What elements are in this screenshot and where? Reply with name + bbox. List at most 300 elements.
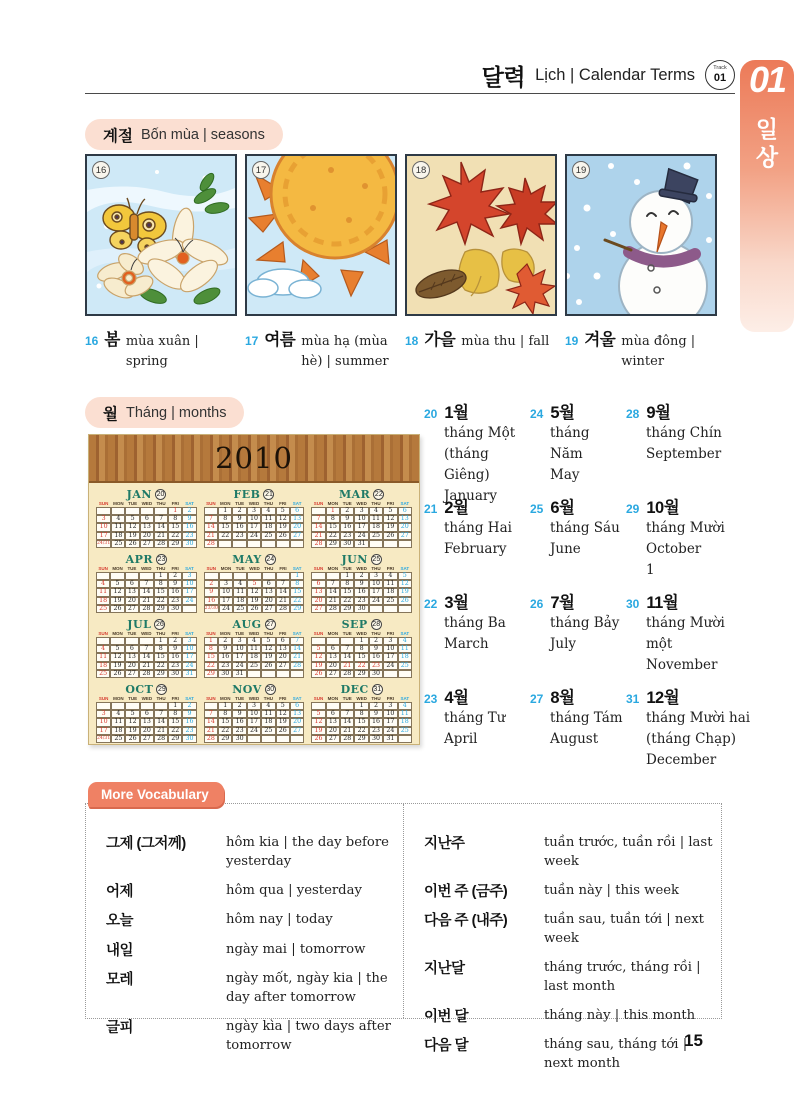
day-cell: 12	[261, 645, 275, 653]
day-cell: 18	[261, 523, 275, 531]
day-header: FRI	[279, 501, 287, 506]
day-cell	[369, 605, 383, 613]
day-cell: 28	[311, 540, 325, 548]
day-cell: 15	[168, 718, 182, 726]
vocab-row	[106, 880, 395, 901]
day-cell: 6	[262, 580, 276, 588]
month-entry	[424, 494, 530, 589]
month-grid	[204, 566, 305, 613]
day-cell	[290, 540, 304, 548]
day-cell: 3	[383, 637, 397, 645]
month-entry-head	[424, 399, 530, 423]
caption-summer	[245, 326, 405, 371]
day-cell: 21	[340, 727, 354, 735]
vocab-row	[424, 832, 713, 871]
day-cell: 9	[168, 645, 182, 653]
month-entry-column-1	[424, 399, 530, 779]
day-header: TUE	[235, 501, 245, 506]
day-cell: 24	[182, 597, 196, 605]
day-cell	[204, 507, 218, 515]
month-number-badge: 20	[156, 490, 165, 498]
day-cell: 19	[276, 523, 290, 531]
day-cell: 3	[232, 637, 246, 645]
entry-korean: 7월	[550, 594, 575, 612]
day-cell: 17	[383, 718, 397, 726]
day-cell: 20	[276, 653, 290, 661]
vocab-definition: hôm kia | the day before yesterday	[226, 835, 389, 870]
day-cell: 13	[398, 515, 412, 523]
caption-definition: mùa đông | winter	[621, 334, 696, 369]
entry-definition-line: tháng Một	[444, 425, 516, 441]
vocab-definition: tuần sau, tuần tới | next week	[544, 912, 704, 947]
month-entry-head	[626, 684, 759, 708]
day-cell: 22	[290, 597, 304, 605]
month-number-badge: 29	[157, 685, 166, 693]
day-cell: 15	[340, 588, 354, 596]
entry-definition-line: (tháng Chạp)	[646, 730, 737, 747]
spring-illustration	[85, 154, 237, 316]
day-cell	[276, 735, 290, 743]
day-cell: 29	[354, 735, 368, 743]
day-cell	[96, 507, 111, 515]
month-grid	[96, 566, 197, 613]
day-cell: 24	[383, 662, 397, 670]
entry-definition-line: April	[444, 730, 478, 747]
day-cell: 3	[369, 572, 383, 580]
day-cell: 30	[232, 735, 246, 743]
day-cell: 19	[247, 597, 261, 605]
day-cell: 22	[154, 662, 168, 670]
day-cell: 26	[276, 727, 290, 735]
day-cell: 22	[326, 532, 340, 540]
day-cell: 21	[204, 727, 218, 735]
day-cell: 6	[398, 507, 412, 515]
vocab-term: 모레	[106, 972, 134, 989]
day-cell: 24	[247, 727, 261, 735]
day-cell: 27	[262, 605, 276, 613]
day-cell: 8	[168, 515, 182, 523]
day-cell	[276, 540, 290, 548]
day-cell: 2	[369, 637, 383, 645]
entry-korean: 4월	[444, 689, 469, 707]
day-cell: 8	[290, 580, 304, 588]
entry-number: 31	[626, 692, 640, 706]
day-cell: 22	[218, 532, 232, 540]
months-heading-korean: 월	[103, 405, 118, 423]
day-cell: 16	[204, 597, 219, 605]
day-cell: 5	[383, 507, 397, 515]
day-cell: 19	[276, 718, 290, 726]
day-header: WED	[141, 631, 152, 636]
day-cell: 24	[219, 605, 233, 613]
day-cell: 11	[261, 710, 275, 718]
calendar-month-may	[204, 552, 305, 614]
day-cell: 22	[340, 597, 354, 605]
day-cell: 21	[204, 532, 218, 540]
day-cell: 13	[311, 588, 325, 596]
chapter-number: 01	[748, 59, 786, 100]
day-header: TUE	[342, 566, 352, 571]
vocab-term: 오늘	[106, 913, 134, 930]
day-cell: 23	[182, 727, 196, 735]
day-header: TUE	[235, 696, 245, 701]
calendar-wood-band	[89, 435, 419, 483]
day-cell: 24	[354, 532, 368, 540]
day-cell: 25	[233, 605, 247, 613]
day-cell: 13	[290, 710, 304, 718]
day-cell: 16	[168, 588, 182, 596]
day-cell: 20	[140, 727, 154, 735]
day-cell: 20	[262, 597, 276, 605]
fall-illustration	[405, 154, 557, 316]
day-cell: 4	[111, 710, 125, 718]
day-cell: 13	[326, 718, 340, 726]
day-cell: 27	[140, 540, 154, 548]
day-cell: 31	[383, 735, 397, 743]
day-cell: 16	[369, 653, 383, 661]
day-cell: 5	[398, 572, 412, 580]
entry-definition-line: August	[550, 730, 599, 747]
day-cell: 2	[182, 507, 196, 515]
day-header: SUN	[206, 566, 217, 571]
day-cell	[290, 735, 304, 743]
day-cell	[247, 735, 261, 743]
day-cell: 20	[326, 727, 340, 735]
calendar-month-jan	[96, 487, 197, 549]
day-cell: 6	[125, 580, 139, 588]
month-grid	[96, 501, 197, 548]
day-cell	[383, 670, 397, 678]
day-cell: 21	[290, 653, 304, 661]
day-cell: 22	[168, 727, 182, 735]
month-entry	[530, 399, 626, 494]
day-cell	[326, 702, 340, 710]
day-cell: 14	[326, 588, 340, 596]
month-grid	[204, 501, 305, 548]
day-cell: 9	[218, 645, 232, 653]
entry-definition-line: (tháng Giêng)	[444, 445, 490, 483]
day-cell: 23	[340, 532, 354, 540]
day-cell: 2	[168, 572, 182, 580]
day-cell: 10	[96, 523, 111, 531]
day-cell: 16	[232, 718, 246, 726]
day-cell	[96, 702, 111, 710]
day-cell: 4	[398, 637, 412, 645]
day-cell: 12	[276, 710, 290, 718]
day-cell: 10	[182, 645, 196, 653]
day-cell: 1	[354, 637, 368, 645]
spring-flowers-butterfly-icon	[87, 156, 235, 314]
day-cell: 11	[111, 523, 125, 531]
day-cell	[311, 637, 325, 645]
month-entry	[626, 494, 759, 589]
day-cell	[232, 540, 246, 548]
entry-definition-line: 1	[646, 561, 655, 578]
seasons-section-heading	[85, 119, 283, 150]
day-cell: 15	[218, 718, 232, 726]
page-title-korean: 달력	[481, 63, 526, 90]
day-cell: 6	[290, 507, 304, 515]
day-cell: 7	[340, 645, 354, 653]
month-number-badge: 21	[265, 490, 273, 498]
day-cell	[139, 572, 153, 580]
caption-spring	[85, 326, 245, 371]
month-entry-head	[424, 684, 530, 708]
day-cell: 14	[154, 523, 168, 531]
day-cell: 26	[276, 532, 290, 540]
month-title	[311, 617, 412, 631]
vocab-definition: tháng này | this month	[544, 1007, 696, 1023]
day-cell: 6	[311, 580, 325, 588]
day-header: SAT	[185, 696, 194, 701]
day-cell	[398, 605, 412, 613]
day-header: SUN	[313, 566, 324, 571]
month-entry	[626, 684, 759, 779]
day-cell: 31	[354, 540, 368, 548]
month-grid	[311, 501, 412, 548]
day-cell: 4	[383, 572, 397, 580]
day-cell: 25	[369, 532, 383, 540]
day-cell: 16	[354, 588, 368, 596]
day-cell: 9	[369, 645, 383, 653]
day-cell: 30	[168, 670, 182, 678]
day-header: MON	[220, 566, 232, 571]
day-cell	[398, 540, 412, 548]
day-cell	[247, 572, 261, 580]
day-cell: 28	[154, 540, 168, 548]
day-cell: 28	[326, 605, 340, 613]
day-cell	[125, 572, 139, 580]
day-cell: 8	[354, 645, 368, 653]
entry-number: 26	[530, 597, 544, 611]
month-entry-column-3	[626, 399, 759, 779]
caption-number: 17	[245, 334, 259, 348]
day-cell: 30	[354, 605, 368, 613]
day-cell: 15	[354, 653, 368, 661]
day-cell: 21	[154, 532, 168, 540]
day-header: TUE	[342, 501, 352, 506]
month-name: DEC	[340, 682, 369, 696]
entry-korean: 10월	[646, 499, 680, 517]
day-cell: 10	[369, 580, 383, 588]
day-cell	[111, 507, 125, 515]
month-grid	[311, 696, 412, 743]
day-header: FRI	[279, 631, 287, 636]
day-cell	[369, 540, 383, 548]
day-cell: 30	[218, 670, 232, 678]
day-header: MON	[113, 501, 124, 506]
track-badge-label: Track	[713, 65, 727, 72]
entry-definition-line: May	[550, 466, 580, 483]
day-cell: 22	[218, 727, 232, 735]
day-cell: 30	[182, 540, 196, 548]
day-cell: 27	[326, 670, 340, 678]
month-grid	[311, 631, 412, 678]
entry-number: 22	[424, 597, 438, 611]
entry-definition-line: tháng Mười	[646, 520, 725, 536]
vocab-definition: ngày mốt, ngày kia | the day after tomorrow	[226, 971, 388, 1006]
day-cell	[125, 637, 139, 645]
day-cell: 28	[204, 540, 218, 548]
day-cell: 23	[232, 727, 246, 735]
day-cell: 8	[354, 710, 368, 718]
day-cell: 25	[398, 662, 412, 670]
day-cell: 29	[218, 735, 232, 743]
day-cell: 22	[354, 727, 368, 735]
day-header: TUE	[127, 566, 137, 571]
day-cell: 7	[204, 515, 218, 523]
winter-snowman-icon	[567, 156, 715, 314]
day-cell: 12	[383, 515, 397, 523]
entry-korean: 8월	[550, 689, 575, 707]
vocab-row	[106, 1016, 395, 1055]
day-cell: 8	[218, 515, 232, 523]
day-cell: 5	[125, 515, 139, 523]
day-cell: 17	[354, 523, 368, 531]
day-cell: 27	[311, 605, 325, 613]
entry-korean: 2월	[444, 499, 469, 517]
day-cell: 25	[247, 662, 261, 670]
day-cell: 14	[139, 653, 153, 661]
day-cell: 4	[261, 702, 275, 710]
caption-number: 19	[565, 334, 579, 348]
day-header: WED	[249, 566, 260, 571]
day-cell: 10	[182, 580, 196, 588]
day-cell: 27	[140, 735, 154, 743]
day-cell: 10	[247, 515, 261, 523]
day-cell: 30	[168, 605, 182, 613]
day-cell: 26	[311, 670, 325, 678]
season-illustrations	[85, 154, 717, 316]
vocab-definition: tuần này | this week	[544, 882, 680, 898]
day-cell: 6	[326, 645, 340, 653]
month-vocabulary-list	[424, 399, 759, 779]
day-header: THU	[371, 631, 381, 636]
day-cell: 19	[125, 532, 139, 540]
day-cell: 11	[398, 710, 412, 718]
day-cell: 2	[354, 572, 368, 580]
day-cell: 24	[247, 532, 261, 540]
day-cell: 1	[168, 507, 182, 515]
day-cell: 31	[232, 670, 246, 678]
day-header: TUE	[127, 631, 137, 636]
vocab-definition: tháng sau, tháng tới | next month	[544, 1037, 688, 1072]
day-cell: 9	[340, 515, 354, 523]
month-name: JUL	[127, 617, 152, 631]
month-grid	[311, 566, 412, 613]
day-cell: 10	[247, 710, 261, 718]
page-header	[85, 58, 735, 92]
day-cell: 14	[340, 653, 354, 661]
day-cell: 19	[110, 597, 124, 605]
day-cell	[219, 572, 233, 580]
caption-fall	[405, 326, 565, 371]
calendar-month-nov	[204, 682, 305, 744]
day-cell	[383, 540, 397, 548]
day-cell	[261, 735, 275, 743]
day-cell: 28	[276, 605, 290, 613]
month-entry-head	[626, 399, 759, 423]
vocab-row	[424, 957, 713, 996]
day-cell: 13	[276, 645, 290, 653]
month-number-badge: 25	[372, 555, 381, 563]
month-number-badge: 22	[374, 490, 383, 498]
month-title	[96, 617, 197, 631]
day-cell: 9	[354, 580, 368, 588]
day-cell	[96, 572, 110, 580]
day-cell: 23	[232, 532, 246, 540]
day-cell: 25	[96, 605, 110, 613]
month-number-badge: 26	[155, 620, 164, 628]
day-cell: 10	[232, 645, 246, 653]
day-cell: 21	[154, 727, 168, 735]
day-cell: 29	[290, 605, 304, 613]
entry-korean: 9월	[646, 404, 671, 422]
day-cell: 14	[204, 718, 218, 726]
day-cell: 17	[383, 653, 397, 661]
day-header: SUN	[313, 501, 324, 506]
day-cell: 24	[383, 727, 397, 735]
vocab-definition: tuần trước, tuần rồi | last week	[544, 835, 713, 870]
day-cell	[311, 507, 325, 515]
day-cell: 23	[182, 532, 196, 540]
day-cell: 7	[340, 710, 354, 718]
day-header: SAT	[292, 631, 302, 636]
day-cell: 16	[369, 718, 383, 726]
day-cell: 21	[276, 597, 290, 605]
wall-calendar-2010	[88, 434, 420, 745]
day-cell: 19	[261, 653, 275, 661]
day-cell	[96, 637, 110, 645]
month-name: APR	[125, 552, 154, 566]
day-cell: 11	[96, 588, 110, 596]
day-cell: 26	[311, 735, 325, 743]
entry-number: 23	[424, 692, 438, 706]
month-name: MAR	[338, 487, 371, 501]
day-cell: 13	[262, 588, 276, 596]
day-cell: 27	[290, 727, 304, 735]
day-cell: 25	[383, 597, 397, 605]
month-name: NOV	[232, 682, 262, 696]
day-cell	[290, 670, 304, 678]
day-cell: 4	[247, 637, 261, 645]
day-cell: 22	[204, 662, 218, 670]
day-cell	[204, 702, 218, 710]
day-cell: 17	[182, 588, 196, 596]
day-cell	[262, 572, 276, 580]
entry-number: 27	[530, 692, 544, 706]
day-cell: 3	[354, 507, 368, 515]
day-cell: 20	[326, 662, 340, 670]
day-cell: 9	[168, 580, 182, 588]
day-header: FRI	[171, 631, 179, 636]
day-cell: 5	[110, 580, 124, 588]
day-cell: 30	[369, 735, 383, 743]
day-cell: 15	[168, 523, 182, 531]
vocab-row	[424, 880, 713, 901]
day-header: WED	[356, 566, 367, 571]
vocab-term: 그제 (그저께)	[106, 836, 186, 852]
day-cell	[204, 572, 219, 580]
day-cell: 23	[168, 662, 182, 670]
day-cell: 19	[125, 727, 139, 735]
header-divider	[85, 93, 735, 94]
seasons-heading-korean: 계절	[103, 127, 133, 145]
day-cell: 12	[125, 718, 139, 726]
day-cell: 10	[354, 515, 368, 523]
seasons-heading-sub: Bốn mùa | seasons	[140, 126, 265, 143]
day-cell: 26	[125, 540, 139, 548]
